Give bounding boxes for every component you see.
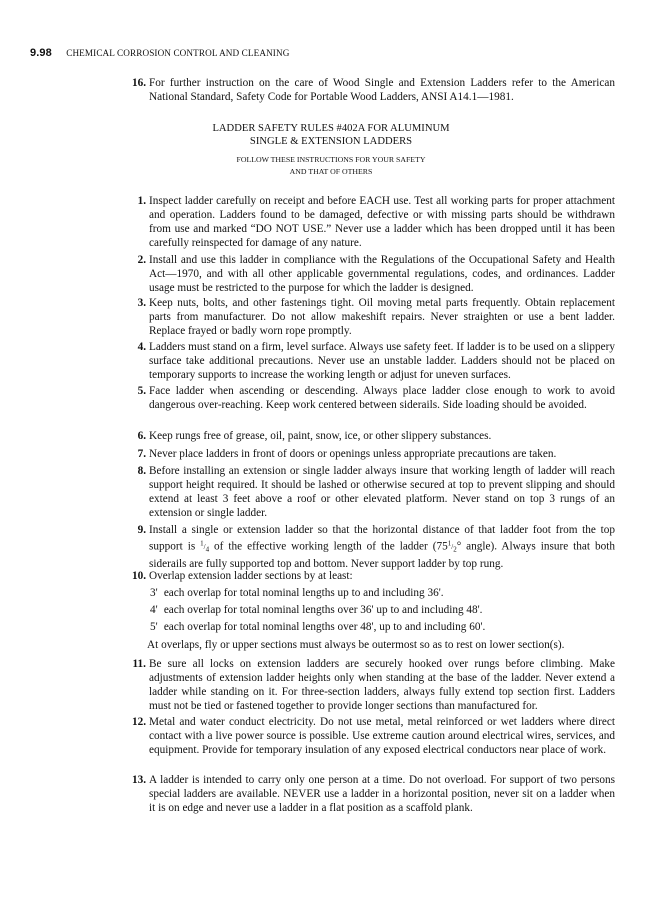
- item-text: Overlap extension ladder sections by at least:: [149, 570, 353, 582]
- item-number: 5.: [137, 385, 146, 397]
- item-text: Face ladder when ascending or descending. Always place ladder close enough to work to avoid dangerous over-reaching. Keep work centered between siderails. Side loading should be avoided.: [149, 385, 615, 412]
- rule-item-11: [132, 657, 615, 713]
- item-number: 4.: [137, 341, 146, 353]
- item-number: 3.: [137, 297, 146, 309]
- item-text: Keep rungs free of grease, oil, paint, snow, ice, or other slippery substances.: [149, 430, 492, 442]
- item-text: Install and use this ladder in compliance with the Regulations of the Occupational Safety and Health Act—1970, and with all other applicable governmental regulations, codes, and ordinances. Ladder usage must be restricted to the purpose for which the ladder is designed.: [149, 254, 615, 295]
- item-text: of the effective working length of the ladder (75: [209, 540, 448, 553]
- item-number: 2.: [137, 254, 146, 266]
- rules-heading-line-2: SINGLE & EXTENSION LADDERS: [249, 136, 413, 147]
- item-text: Ladders must stand on a firm, level surface. Always use safety feet. If ladder is to be used on a slippery surface take additional precautions. Never use an unstable ladder. Ladders should not be placed on temporary supports to increase the working length or adjust for uneven surfaces.: [149, 341, 615, 382]
- rule-item-13: [131, 773, 615, 815]
- item-number: 6.: [137, 430, 146, 442]
- running-header: [30, 47, 289, 59]
- overlap-value: 4': [150, 604, 158, 616]
- running-title: CHEMICAL CORROSION CONTROL AND CLEANING: [66, 48, 290, 58]
- item-text: Inspect ladder carefully on receipt and before EACH use. Test all working parts for proper attachment and operation. Ladders found to be damaged, defective or with missing parts should be withdrawn from use and marked “DO NOT USE.” Never use a ladder which has been dropped until it has been carefully reinspected for damage of any nature.: [149, 195, 615, 250]
- item-number: 12.: [131, 716, 146, 728]
- item-number: 7.: [137, 448, 146, 460]
- item-number: 1.: [137, 195, 146, 207]
- overlap-text: each overlap for total nominal lengths over 36' up to and including 48'.: [163, 604, 483, 616]
- rule-item-5: [137, 384, 615, 412]
- item-text: Install a single or extension ladder so that the horizontal distance of that ladder foot from the top support is: [149, 524, 615, 553]
- overlap-value: 5': [150, 621, 158, 633]
- list-item-16: [131, 76, 615, 104]
- overlap-line-1: [150, 587, 444, 599]
- item-text: Keep nuts, bolts, and other fastenings tight. Oil moving metal parts frequently. Obtain replacement parts from manufacturer. Do not allow makeshift repairs. Never straighten or use a bent ladder. Replace frayed or badly worn rope promptly.: [149, 297, 615, 338]
- item-number: 10.: [131, 570, 146, 582]
- fraction-one-quarter: $^1/_4$: [200, 540, 210, 554]
- item-text: ° angle). Always insure that both siderails are fully supported top and bottom. Never support ladder by top rung.: [149, 540, 615, 570]
- rules-heading-line-1: LADDER SAFETY RULES #402A FOR ALUMINUM: [212, 123, 450, 134]
- rule-item-1: [137, 194, 615, 250]
- item-number: 11.: [132, 658, 146, 670]
- rule-item-6: [137, 429, 615, 443]
- overlap-value: 3': [150, 587, 158, 599]
- rule-item-9: [137, 523, 615, 571]
- rules-subheading-line-2: AND THAT OF OTHERS: [289, 167, 373, 176]
- overlap-text: each overlap for total nominal lengths over 48', up to and including 60'.: [163, 621, 486, 633]
- item-text: A ladder is intended to carry only one person at a time. Do not overload. For support of two persons special ladders are available. NEVER use a ladder in a horizontal position, never sit on a ladder when it is on edge and never use a ladder in a flat position as a scaffold plank.: [149, 774, 615, 815]
- rule-item-10: [131, 569, 615, 583]
- item-text: Never place ladders in front of doors or openings unless appropriate precautions are taken.: [149, 448, 557, 460]
- item-text: Before installing an extension or single ladder always insure that working length of ladder will reach support height required. It should be lashed or otherwise secured at top to prevent slipping and should extend at least 3 feet above a roof or other elevated platform. Never stand on top 3 rungs of an extension or single ladder.: [149, 465, 615, 520]
- rule-item-3: [137, 296, 615, 338]
- rule-item-8: [137, 464, 615, 520]
- item-text: Be sure all locks on extension ladders are securely hooked over rungs before climbing. Make adjustments of extension ladder heights only when standing at the base of the ladder. Never extend a ladder while standing on it. For three-section ladders, always fully extend top section first. Ladders must not be tied or fastened together to provide longer sections than manufactured for.: [149, 658, 615, 713]
- overlap-note: At overlaps, fly or upper sections must always be outermost so as to rest on lower section(s).: [147, 639, 565, 651]
- rule-item-4: [137, 340, 615, 382]
- overlap-line-2: [150, 604, 482, 616]
- fraction-one-half: $^1/_2$: [447, 540, 457, 554]
- item-number: 9.: [137, 524, 146, 536]
- page-number: 9.98: [30, 47, 52, 59]
- item-number: 16.: [131, 77, 146, 89]
- rule-item-2: [137, 253, 615, 295]
- rule-item-12: [131, 715, 615, 757]
- overlap-text: each overlap for total nominal lengths up to and including 36'.: [163, 587, 444, 599]
- item-text: Metal and water conduct electricity. Do not use metal, metal reinforced or wet ladders where direct contact with a live power source is possible. Use extreme caution around electrical wires, services, and equipment. Provide for temporary insulation of any exposed electrical conductors near place of work.: [149, 716, 615, 757]
- item-number: 8.: [137, 465, 146, 477]
- item-number: 13.: [131, 774, 146, 786]
- rule-item-7: [137, 447, 615, 461]
- overlap-line-3: [150, 621, 485, 633]
- rules-subheading-line-1: FOLLOW THESE INSTRUCTIONS FOR YOUR SAFETY: [236, 155, 426, 164]
- item-text: For further instruction on the care of Wood Single and Extension Ladders refer to the American National Standard, Safety Code for Portable Wood Ladders, ANSI A14.1—1981.: [149, 77, 615, 104]
